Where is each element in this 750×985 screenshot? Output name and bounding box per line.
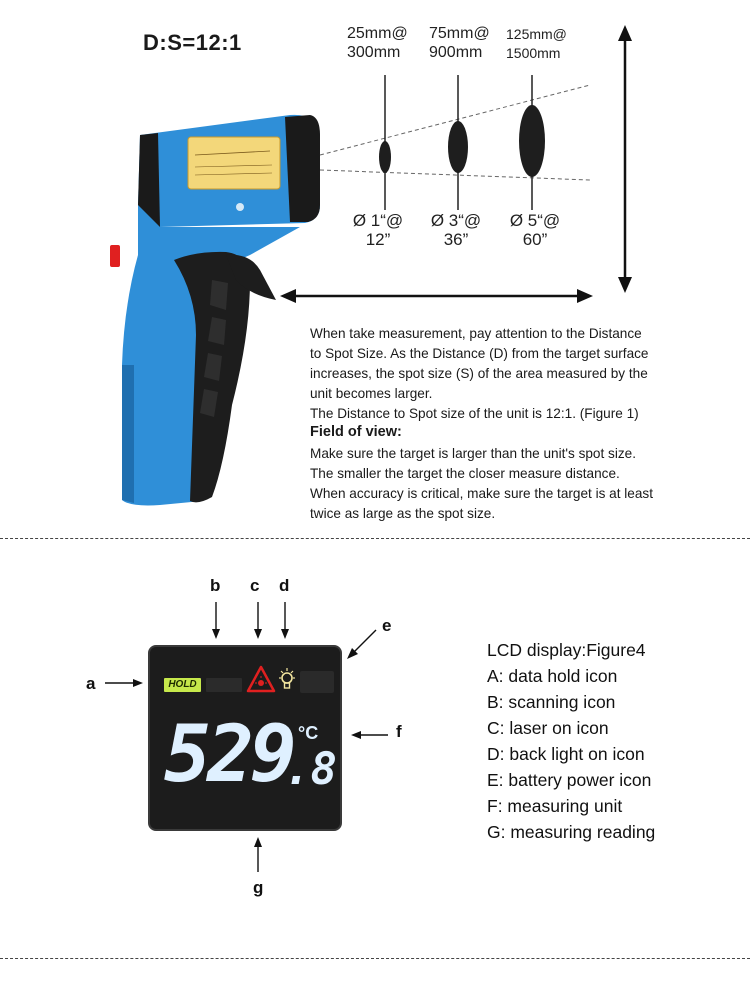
- section-divider-top: [0, 538, 750, 539]
- callout-f: f: [396, 722, 402, 741]
- ratio-title: D:S=12:1: [143, 30, 242, 55]
- spot1-size: 25mm@: [347, 25, 408, 42]
- lcd-display: [148, 645, 342, 831]
- callout-c: c: [250, 576, 260, 595]
- battery-icon: [300, 671, 334, 693]
- para-line-4: unit becomes larger.: [310, 386, 433, 401]
- measuring-unit: °C: [298, 723, 319, 743]
- laser-warning-icon: [246, 665, 276, 693]
- spot2-size: 75mm@: [429, 25, 490, 42]
- callout-a: a: [86, 674, 96, 693]
- legend-item-a: A: data hold icon: [487, 666, 618, 686]
- spot3-inches: 60”: [522, 230, 548, 249]
- spot2-inches: 36”: [443, 230, 469, 249]
- para-line-5: The Distance to Spot size of the unit is 12:1. (Figure 1): [310, 406, 639, 421]
- lcd-legend-title: LCD display:Figure4: [487, 640, 646, 660]
- para-line-3: increases, the spot size (S) of the area measured by the: [310, 366, 648, 381]
- spot-ellipse-3: [519, 105, 545, 177]
- legend-item-d: D: back light on icon: [487, 744, 645, 764]
- measuring-reading: 529: [164, 710, 293, 800]
- para-line-2: to Spot Size. As the Distance (D) from the target surface: [310, 346, 649, 361]
- callout-g: g: [253, 878, 264, 897]
- spot1-diameter: Ø 1“@: [352, 211, 404, 230]
- legend-item-e: E: battery power icon: [487, 770, 652, 790]
- legend-item-g: G: measuring reading: [487, 822, 656, 842]
- legend-item-b: B: scanning icon: [487, 692, 616, 712]
- fov-line-3: When accuracy is critical, make sure the target is at least: [310, 486, 653, 501]
- callout-e: e: [382, 616, 392, 635]
- section-divider-bottom: [0, 958, 750, 959]
- callout-b: b: [210, 576, 221, 595]
- legend-item-c: C: laser on icon: [487, 718, 609, 738]
- fov-line-1: Make sure the target is larger than the unit's spot size.: [310, 446, 636, 461]
- scanning-icon: [206, 678, 242, 692]
- spot3-diameter: Ø 5“@: [509, 211, 561, 230]
- spot-ellipse-1: [379, 141, 391, 173]
- spot3-distance: 1500mm: [506, 45, 561, 61]
- legend-item-f: F: measuring unit: [487, 796, 623, 816]
- spot-ellipse-2: [448, 121, 468, 173]
- hold-icon: HOLD: [164, 678, 201, 692]
- fov-title: Field of view:: [310, 424, 402, 440]
- backlight-bulb-icon: [278, 667, 296, 693]
- spot2-diameter: Ø 3“@: [430, 211, 482, 230]
- reading-decimal: .8: [284, 744, 337, 795]
- spot3-size: 125mm@: [506, 26, 567, 42]
- spot1-inches: 12”: [365, 230, 391, 249]
- fov-line-4: twice as large as the spot size.: [310, 506, 496, 521]
- fov-line-2: The smaller the target the closer measure distance.: [310, 466, 620, 481]
- callout-d: d: [279, 576, 290, 595]
- spot1-distance: 300mm: [347, 44, 401, 61]
- spot2-distance: 900mm: [429, 44, 483, 61]
- para-line-1: When take measurement, pay attention to the Distance: [310, 326, 642, 341]
